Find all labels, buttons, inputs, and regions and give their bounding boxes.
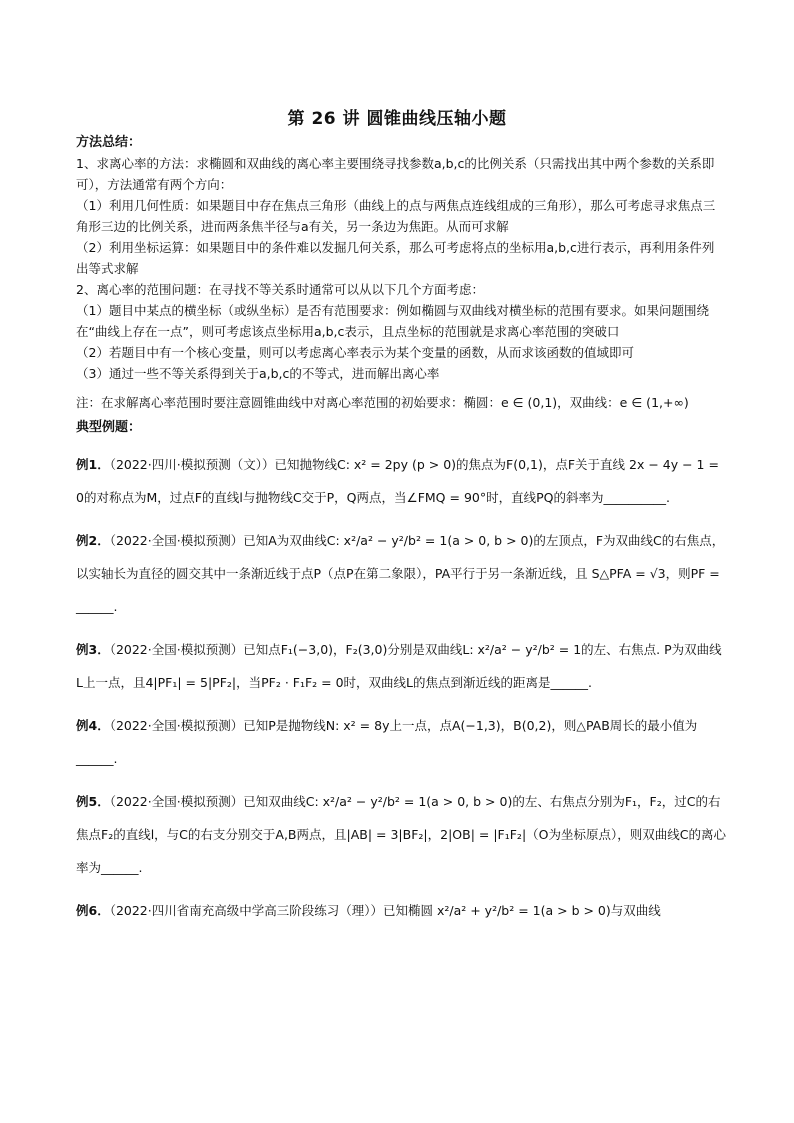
example-3 [76, 633, 726, 699]
method-line-2: （1）利用几何性质：如果题目中存在焦点三角形（曲线上的点与两焦点连线组成的三角形），那么可考虑寻求焦点三角形三边的比例关系，进而两条焦半径与a有关，另一条边为焦距。从而可求解 [76, 198, 716, 234]
example-text: （2022·四川省南充高级中学高三阶段练习（理））已知椭圆 x²/a² + y²/b² = 1(a > b > 0)与双曲线 [109, 903, 661, 918]
method-line-7: （3）通过一些不等关系得到关于a,b,c的不等式，进而解出离心率 [76, 366, 440, 381]
eccentricity-note: 注：在求解离心率范围时要注意圆锥曲线中对离心率范围的初始要求：椭圆：e ∈ (0,1)，双曲线：e ∈ (1,+∞) [76, 395, 689, 410]
method-line-5: （1）题目中某点的横坐标（或纵坐标）是否有范围要求：例如椭圆与双曲线对横坐标的范围有要求。如果问题围绕在“曲线上存在一点”，则可考虑该点坐标用a,b,c表示，且点坐标的范围就是求离心率范围的突破口 [76, 303, 709, 339]
example-1 [76, 448, 726, 514]
examples-heading: 典型例题： [76, 420, 142, 435]
example-label: 例4． [76, 718, 110, 733]
example-text: （2022·全国·模拟预测）已知双曲线C: x²/a² − y²/b² = 1(a > 0, b > 0)的左、右焦点分别为F₁，F₂，过C的右焦点F₂的直线l，与C的右支分别交于A,B两点，且|AB| = 3|BF₂|，2|OB| = |F₁F₂|（O为坐标原点），则双曲线C的离心率为______. [76, 794, 726, 875]
example-2 [76, 524, 726, 623]
example-label: 例5． [76, 794, 110, 809]
example-4 [76, 709, 726, 775]
method-line-6: （2）若题目中有一个核心变量，则可以考虑离心率表示为某个变量的函数，从而求该函数的值域即可 [76, 345, 634, 360]
example-text: （2022·全国·模拟预测）已知P是抛物线N: x² = 8y上一点，点A(−1,3)，B(0,2)，则△PAB周长的最小值为______. [76, 718, 698, 766]
example-label: 例1． [76, 457, 110, 472]
example-5 [76, 785, 726, 884]
example-label: 例2． [76, 533, 110, 548]
method-line-3: （2）利用坐标运算：如果题目中的条件难以发掘几何关系，那么可考虑将点的坐标用a,b,c进行表示，再利用条件列出等式求解 [76, 240, 715, 276]
lesson-title: 第 26 讲 圆锥曲线压轴小题 [287, 109, 507, 129]
method-line-1: 1、求离心率的方法：求椭圆和双曲线的离心率主要围绕寻找参数a,b,c的比例关系（只需找出其中两个参数的关系即可），方法通常有两个方向： [76, 156, 715, 192]
example-text: （2022·全国·模拟预测）已知点F₁(−3,0)，F₂(3,0)分别是双曲线L: x²/a² − y²/b² = 1的左、右焦点. P为双曲线L上一点，且4|PF₁| = 5|PF₂|，当PF₂ · F₁F₂ = 0时，双曲线L的焦点到渐近线的距离是______. [76, 642, 722, 690]
method-heading: 方法总结： [76, 135, 142, 150]
example-6 [76, 894, 726, 927]
method-line-4: 2、离心率的范围问题：在寻找不等关系时通常可以从以下几个方面考虑： [76, 282, 484, 297]
example-text: （2022·全国·模拟预测）已知A为双曲线C: x²/a² − y²/b² = 1(a > 0, b > 0)的左顶点，F为双曲线C的右焦点，以实轴长为直径的圆交其中一条渐近线于点P（点P在第二象限），PA平行于另一条渐近线，且 S△PFA = √3，则PF = ______. [76, 533, 725, 614]
document-body [76, 132, 726, 927]
example-label: 例3． [76, 642, 110, 657]
example-label: 例6． [76, 903, 110, 918]
example-text: （2022·四川·模拟预测（文））已知抛物线C: x² = 2py (p > 0)的焦点为F(0,1)，点F关于直线 2x − 4y − 1 = 0的对称点为M，过点F的直线l与抛物线C交于P，Q两点，当∠FMQ = 90°时，直线PQ的斜率为__________. [76, 457, 719, 505]
